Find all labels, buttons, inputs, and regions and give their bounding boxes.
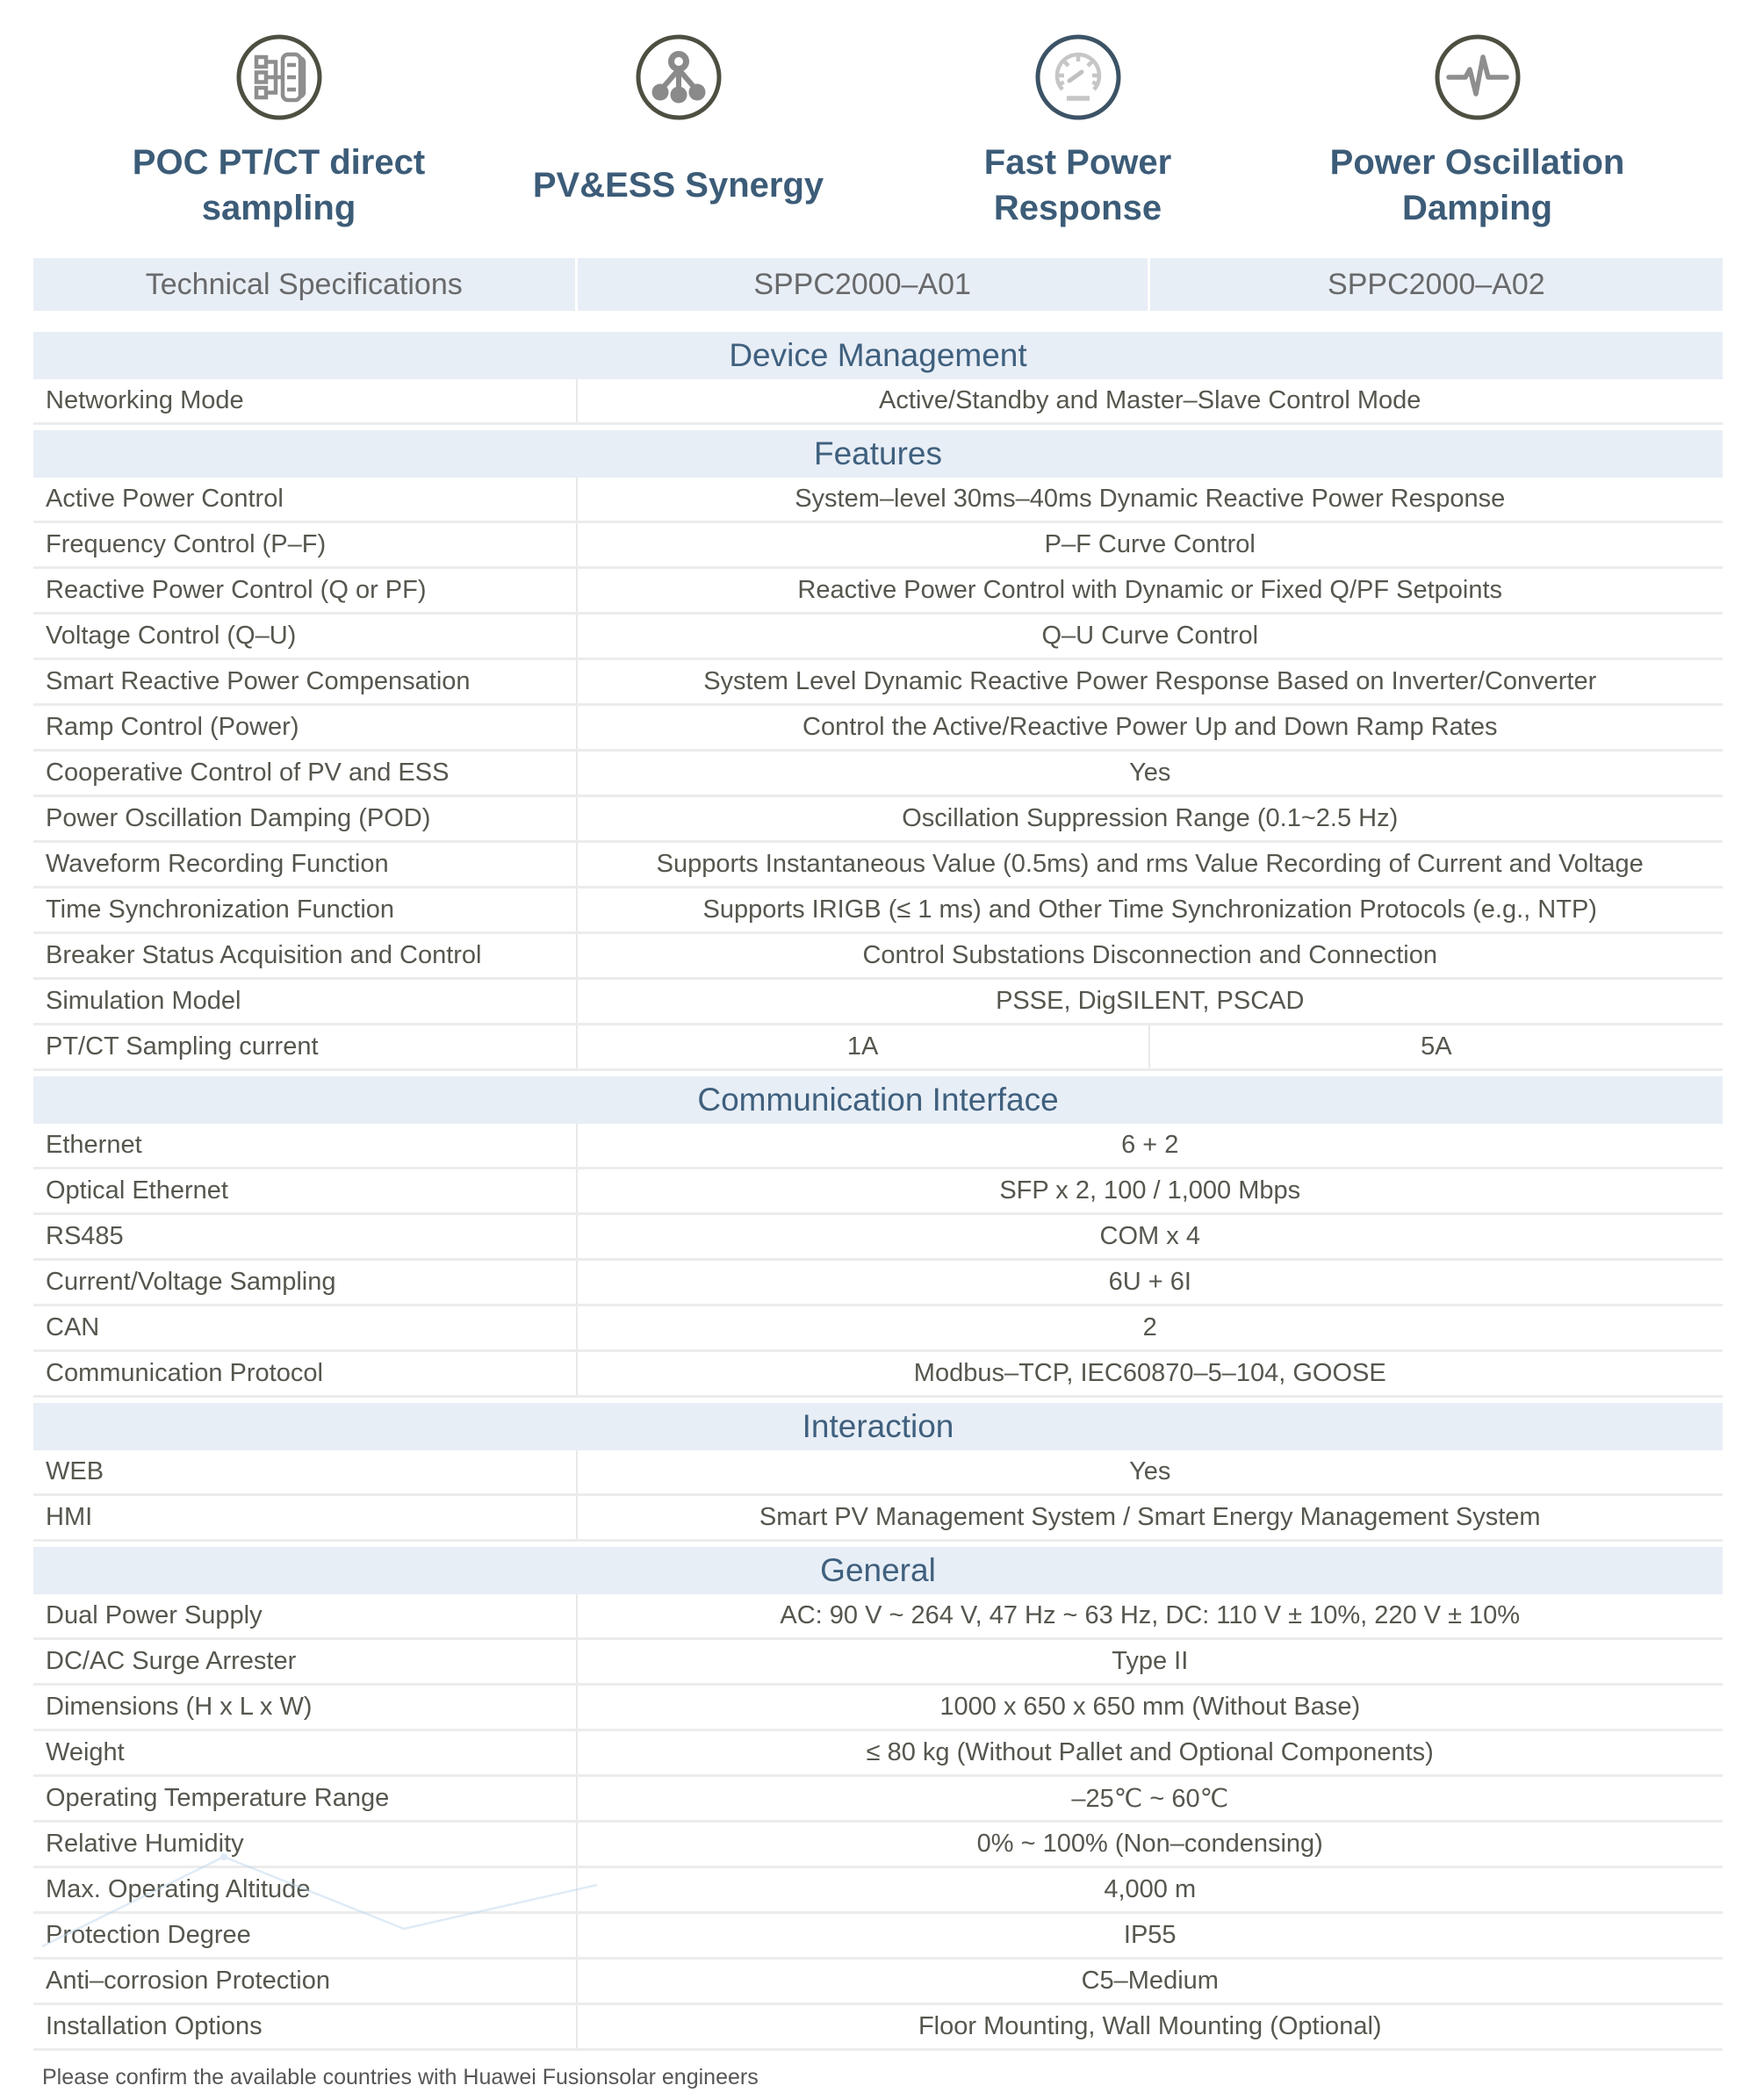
spec-label: Anti–corrosion Protection	[33, 1960, 578, 2003]
section-header-general: General	[33, 1547, 1723, 1594]
section-header-communication-interface: Communication Interface	[33, 1076, 1723, 1124]
table-row	[33, 1261, 1723, 1306]
spec-value: Smart PV Management System / Smart Energy Management System	[759, 1503, 1541, 1531]
spec-value: 2	[1142, 1313, 1157, 1341]
table-row	[33, 1640, 1723, 1686]
feature-icons-row	[0, 0, 1756, 237]
spec-label: Optical Ethernet	[33, 1169, 578, 1212]
spec-value: COM x 4	[1099, 1222, 1200, 1250]
table-row	[33, 934, 1723, 980]
table-row	[33, 1731, 1723, 1777]
spec-value: Reactive Power Control with Dynamic or Fixed Q/PF Setpoints	[797, 576, 1503, 604]
pv-ess-synergy-icon	[635, 33, 723, 121]
spec-label: Frequency Control (P–F)	[33, 523, 578, 566]
table-row	[33, 1777, 1723, 1823]
fast-power-response-icon	[1034, 33, 1122, 121]
footer-note: Please confirm the available countries with Huawei Fusionsolar engineers	[42, 2065, 759, 2089]
spec-label: Max. Operating Altitude	[33, 1868, 578, 1911]
table-row	[33, 478, 1723, 523]
spec-label: PT/CT Sampling current	[33, 1025, 578, 1068]
spec-value: ≤ 80 kg (Without Pallet and Optional Components)	[866, 1738, 1434, 1766]
spec-value: –25℃ ~ 60℃	[1071, 1785, 1229, 1813]
table-row	[33, 523, 1723, 569]
spec-label: Dimensions (H x L x W)	[33, 1686, 578, 1729]
feature-item-poc-sampling	[79, 33, 479, 237]
spec-label: Active Power Control	[33, 478, 578, 521]
spec-label: DC/AC Surge Arrester	[33, 1640, 578, 1683]
spec-label: Dual Power Supply	[33, 1594, 578, 1637]
poc-ptct-direct-sampling-icon	[235, 33, 323, 121]
table-row	[33, 1868, 1723, 1914]
table-row	[33, 1960, 1723, 2005]
spec-value: AC: 90 V ~ 264 V, 47 Hz ~ 63 Hz, DC: 110 V ± 10%, 220 V ± 10%	[780, 1601, 1521, 1629]
spec-label: Communication Protocol	[33, 1352, 578, 1395]
header-cell-model-a02: SPPC2000–A02	[1150, 258, 1723, 311]
table-header-row	[33, 258, 1723, 311]
table-row	[33, 888, 1723, 934]
spec-value: Control Substations Disconnection and Connection	[862, 941, 1437, 969]
spec-label: Weight	[33, 1731, 578, 1774]
section-header-features: Features	[33, 430, 1723, 478]
spec-label: Simulation Model	[33, 980, 578, 1023]
spec-label: Breaker Status Acquisition and Control	[33, 934, 578, 977]
spec-value: PSSE, DigSILENT, PSCAD	[996, 987, 1305, 1015]
table-row	[33, 1306, 1723, 1352]
spec-value: Supports Instantaneous Value (0.5ms) and rms Value Recording of Current and Voltage	[656, 850, 1644, 878]
spec-value: 4,000 m	[1104, 1875, 1197, 1903]
table-row	[33, 2005, 1723, 2051]
spec-value: Floor Mounting, Wall Mounting (Optional)	[918, 2012, 1382, 2040]
spec-label: Current/Voltage Sampling	[33, 1261, 578, 1304]
table-row	[33, 615, 1723, 660]
spec-value: Yes	[1129, 1457, 1171, 1485]
feature-label: Power Oscillation Damping	[1329, 143, 1625, 227]
spec-value: 1000 x 650 x 650 mm (Without Base)	[939, 1693, 1361, 1721]
table-row-split	[33, 1025, 1723, 1071]
spec-value: P–F Curve Control	[1044, 530, 1256, 558]
spec-label: Power Oscillation Damping (POD)	[33, 797, 578, 840]
spec-value-a01: 1A	[578, 1025, 1150, 1068]
table-row	[33, 843, 1723, 888]
table-row	[33, 1823, 1723, 1868]
table-row	[33, 980, 1723, 1025]
spec-label: CAN	[33, 1306, 578, 1349]
feature-item-fast-power-response	[878, 33, 1277, 237]
spec-value: Q–U Curve Control	[1041, 622, 1259, 650]
table-row	[33, 379, 1723, 425]
spec-label: RS485	[33, 1215, 578, 1258]
spec-label: Ethernet	[33, 1124, 578, 1167]
spec-value: Yes	[1129, 759, 1171, 787]
table-row	[33, 1450, 1723, 1496]
spec-value: C5–Medium	[1081, 1967, 1219, 1995]
spec-label: Cooperative Control of PV and ESS	[33, 752, 578, 795]
table-row	[33, 1594, 1723, 1640]
spec-value: Supports IRIGB (≤ 1 ms) and Other Time Synchronization Protocols (e.g., NTP)	[702, 895, 1597, 924]
spec-value: System–level 30ms–40ms Dynamic Reactive Power Response	[795, 485, 1506, 513]
spec-label: HMI	[33, 1496, 578, 1539]
spec-label: Installation Options	[33, 2005, 578, 2048]
spec-value: Modbus–TCP, IEC60870–5–104, GOOSE	[913, 1359, 1386, 1387]
spec-value: Oscillation Suppression Range (0.1~2.5 Hz)	[902, 804, 1399, 832]
section-header-device-management: Device Management	[33, 332, 1723, 379]
power-oscillation-damping-icon	[1434, 33, 1522, 121]
table-row	[33, 569, 1723, 615]
feature-label: PV&ESS Synergy	[532, 166, 824, 205]
table-row	[33, 1169, 1723, 1215]
table-row	[33, 706, 1723, 752]
table-row	[33, 1914, 1723, 1960]
header-cell-title: Technical Specifications	[33, 258, 578, 311]
spec-label: Time Synchronization Function	[33, 888, 578, 931]
spec-value: IP55	[1123, 1921, 1177, 1949]
spec-value: 6U + 6I	[1108, 1268, 1191, 1296]
table-row	[33, 660, 1723, 706]
table-row	[33, 1496, 1723, 1542]
spec-label: Ramp Control (Power)	[33, 706, 578, 749]
table-row	[33, 1124, 1723, 1169]
feature-item-power-oscillation-damping	[1277, 33, 1677, 237]
spec-value-a02: 5A	[1421, 1032, 1452, 1061]
spec-label: Relative Humidity	[33, 1823, 578, 1866]
feature-item-pv-ess-synergy	[479, 33, 878, 237]
feature-label: POC PT/CT direct sampling	[132, 143, 426, 227]
spec-label: Waveform Recording Function	[33, 843, 578, 886]
spec-value: Active/Standby and Master–Slave Control Mode	[879, 386, 1421, 414]
spec-label: Smart Reactive Power Compensation	[33, 660, 578, 703]
spec-label: Reactive Power Control (Q or PF)	[33, 569, 578, 612]
feature-label: Fast Power Response	[983, 143, 1172, 227]
spec-value: System Level Dynamic Reactive Power Response Based on Inverter/Converter	[703, 667, 1597, 695]
spec-label: Operating Temperature Range	[33, 1777, 578, 1820]
table-row	[33, 752, 1723, 797]
table-row	[33, 1215, 1723, 1261]
table-row	[33, 1352, 1723, 1398]
spec-label: WEB	[33, 1450, 578, 1493]
section-header-interaction: Interaction	[33, 1403, 1723, 1450]
technical-specifications-table	[33, 258, 1723, 2051]
spec-label: Voltage Control (Q–U)	[33, 615, 578, 658]
spec-value: 6 + 2	[1121, 1131, 1179, 1159]
table-row	[33, 1686, 1723, 1731]
spec-value: Type II	[1112, 1647, 1189, 1675]
spec-label: Networking Mode	[33, 379, 578, 422]
table-row	[33, 797, 1723, 843]
header-cell-model-a01: SPPC2000–A01	[578, 258, 1150, 311]
spec-label: Protection Degree	[33, 1914, 578, 1957]
spec-value: SFP x 2, 100 / 1,000 Mbps	[999, 1176, 1301, 1205]
spec-value: Control the Active/Reactive Power Up and Down Ramp Rates	[802, 713, 1498, 741]
spec-value: 0% ~ 100% (Non–condensing)	[976, 1830, 1323, 1858]
